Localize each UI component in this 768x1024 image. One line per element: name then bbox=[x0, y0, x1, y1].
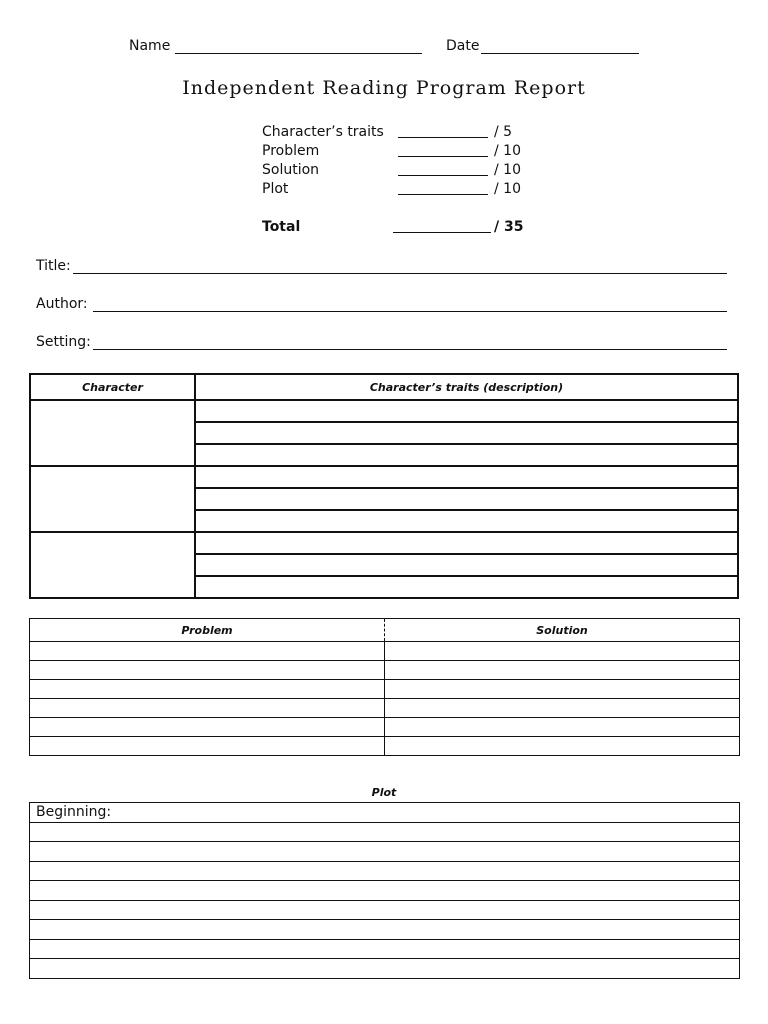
character-table bbox=[29, 373, 739, 599]
name-field[interactable] bbox=[175, 53, 422, 54]
traits-cell[interactable] bbox=[195, 576, 738, 598]
plot-row[interactable] bbox=[30, 900, 740, 920]
score-row-traits bbox=[262, 124, 513, 142]
score-max: / 5 bbox=[494, 124, 513, 140]
character-cell[interactable] bbox=[30, 466, 195, 532]
character-cell[interactable] bbox=[30, 400, 195, 466]
title-field[interactable] bbox=[73, 273, 727, 274]
score-label: Problem bbox=[262, 143, 320, 159]
score-field[interactable] bbox=[398, 194, 488, 195]
score-label: Solution bbox=[262, 162, 320, 178]
date-label: Date bbox=[446, 38, 480, 54]
problem-solution-table bbox=[29, 618, 740, 756]
plot-row[interactable] bbox=[30, 939, 740, 959]
score-row-problem bbox=[262, 143, 521, 161]
solution-cell[interactable] bbox=[385, 718, 740, 737]
solution-header: Solution bbox=[385, 619, 740, 642]
date-field[interactable] bbox=[481, 53, 639, 54]
score-max: / 10 bbox=[494, 181, 521, 197]
score-field[interactable] bbox=[398, 175, 488, 176]
plot-row[interactable] bbox=[30, 881, 740, 901]
author-field[interactable] bbox=[93, 311, 727, 312]
setting-field[interactable] bbox=[93, 349, 727, 350]
traits-cell[interactable] bbox=[195, 532, 738, 554]
score-row-plot bbox=[262, 181, 521, 199]
problem-cell[interactable] bbox=[30, 737, 385, 756]
plot-row[interactable] bbox=[30, 822, 740, 842]
title-label: Title: bbox=[36, 258, 71, 274]
traits-header: Character’s traits (description) bbox=[195, 374, 738, 400]
score-field[interactable] bbox=[398, 137, 488, 138]
problem-cell[interactable] bbox=[30, 680, 385, 699]
plot-table bbox=[29, 802, 740, 979]
score-label: Plot bbox=[262, 181, 289, 197]
problem-cell[interactable] bbox=[30, 661, 385, 680]
plot-heading: Plot bbox=[371, 786, 397, 799]
solution-cell[interactable] bbox=[385, 680, 740, 699]
score-row-solution bbox=[262, 162, 521, 180]
traits-cell[interactable] bbox=[195, 488, 738, 510]
character-header: Character bbox=[30, 374, 195, 400]
solution-cell[interactable] bbox=[385, 737, 740, 756]
problem-header: Problem bbox=[30, 619, 385, 642]
score-max: / 10 bbox=[494, 143, 521, 159]
plot-row[interactable] bbox=[30, 842, 740, 862]
score-row-total bbox=[262, 219, 524, 237]
author-label: Author: bbox=[36, 296, 88, 312]
page-title: Independent Reading Program Report bbox=[182, 77, 586, 99]
traits-cell[interactable] bbox=[195, 510, 738, 532]
score-max: / 10 bbox=[494, 162, 521, 178]
problem-cell[interactable] bbox=[30, 642, 385, 661]
score-field[interactable] bbox=[398, 156, 488, 157]
name-label: Name bbox=[129, 38, 171, 54]
traits-cell[interactable] bbox=[195, 422, 738, 444]
total-field[interactable] bbox=[393, 232, 491, 233]
character-cell[interactable] bbox=[30, 532, 195, 598]
total-max: / 35 bbox=[494, 219, 524, 235]
score-label: Character’s traits bbox=[262, 124, 384, 140]
traits-cell[interactable] bbox=[195, 400, 738, 422]
solution-cell[interactable] bbox=[385, 661, 740, 680]
plot-row[interactable] bbox=[30, 959, 740, 979]
setting-label: Setting: bbox=[36, 334, 91, 350]
plot-row[interactable] bbox=[30, 861, 740, 881]
traits-cell[interactable] bbox=[195, 444, 738, 466]
solution-cell[interactable] bbox=[385, 699, 740, 718]
traits-cell[interactable] bbox=[195, 466, 738, 488]
traits-cell[interactable] bbox=[195, 554, 738, 576]
problem-cell[interactable] bbox=[30, 718, 385, 737]
beginning-label: Beginning: bbox=[36, 804, 112, 821]
plot-row[interactable] bbox=[30, 920, 740, 940]
plot-row[interactable] bbox=[30, 803, 740, 823]
problem-cell[interactable] bbox=[30, 699, 385, 718]
solution-cell[interactable] bbox=[385, 642, 740, 661]
total-label: Total bbox=[262, 219, 301, 235]
